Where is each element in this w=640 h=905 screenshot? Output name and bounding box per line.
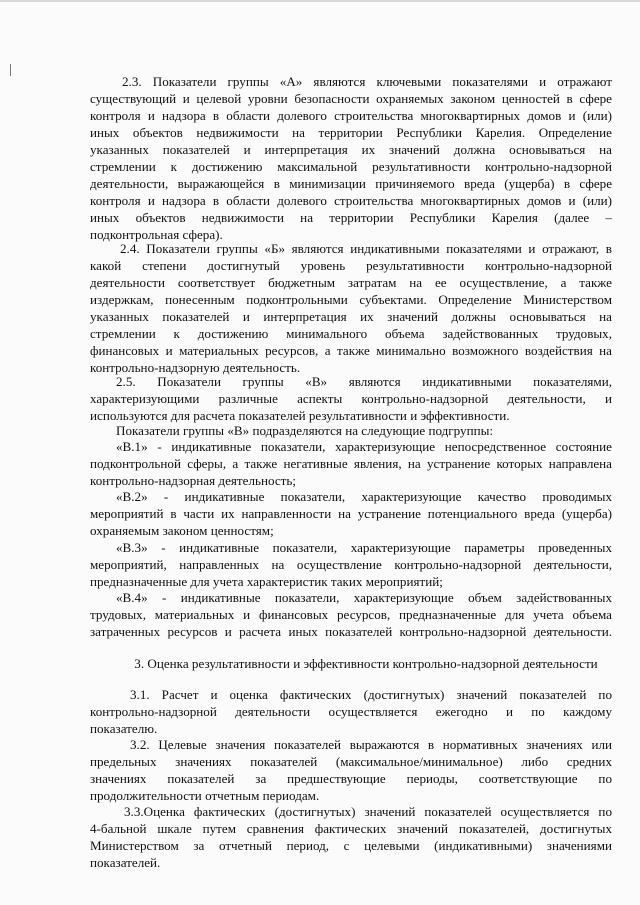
text-line: контрольно-надзорная деятельность; — [90, 473, 296, 488]
text-line: 3.2. Целевые значения показателей выражаются в нормативных значениях или — [130, 737, 612, 752]
text-line: деятельности, выражающейся в минимизации причиняемого вреда (ущерба) в сфере — [90, 176, 612, 191]
text-line: 4-бальной шкале путем сравнения фактических значений показателей, достигнутых — [90, 821, 612, 836]
text-line: значениях показателей за предшествующие периоды, соответствующие по — [90, 771, 612, 786]
text-line: контроля и надзора в области долевого строительства многоквартирных домов и (или) — [90, 108, 612, 123]
scan-edge — [0, 0, 640, 2]
text-line: подконтрольной сферы, а также негативные явления, на устранение которых направлена — [90, 456, 612, 471]
text-line: существующий и целевой уровни безопасности охраняемых законом ценностей в сфере — [90, 91, 612, 106]
text-line: иных объектов недвижимости на территории Республики Карелия (далее – — [90, 210, 612, 225]
text-line: контрольно-надзорную деятельность. — [90, 360, 301, 375]
text-line: «В.2» - индикативные показатели, характеризующие качество проводимых — [116, 489, 612, 504]
text-line: показателю. — [90, 721, 158, 736]
text-line: контроля и надзора в области долевого строительства многоквартирных домов и (или) — [90, 193, 612, 208]
text-line: охраняемым законом ценностям; — [90, 523, 274, 538]
text-line: показателей. — [90, 855, 161, 870]
text-line: стремлении к достижению минимального объема задействованных трудовых, — [90, 326, 612, 341]
margin-mark — [10, 64, 11, 76]
text-line: затраченных ресурсов и расчета иных показателей контрольно-надзорной деятельности. — [90, 624, 612, 639]
text-line: иных объектов недвижимости на территории Республики Карелия. Определение — [90, 125, 612, 140]
text-line: стремлении к достижению максимальной результативности контрольно-надзорной — [90, 159, 612, 174]
text-line: используются для расчета показателей результативности и эффективности. — [90, 408, 510, 423]
text-line: подконтрольная сфера). — [90, 227, 223, 242]
text-line: контрольно-надзорной деятельности осуществляется ежегодно и по каждому — [90, 704, 612, 719]
text-line: характеризующими различные аспекты контрольно-надзорной деятельности, и — [90, 391, 612, 406]
text-line: «В.4» - индикативные показатели, характеризующие объем задействованных — [116, 590, 612, 605]
text-line: предназначенные для учета характеристик таких мероприятий; — [90, 574, 443, 589]
text-line: мероприятий в части их направленности на устранение потенциального вреда (ущерба) — [90, 506, 612, 521]
text-line: финансовых и материальных ресурсов, а также минимально возможного воздействия на — [90, 343, 612, 358]
text-line: указанных показателей и интерпретация их значений должны основываться на — [90, 309, 612, 324]
text-line: 2.5. Показатели группы «В» являются индикативными показателями, — [116, 374, 612, 389]
text-line: Показатели группы «В» подразделяются на следующие подгруппы: — [116, 423, 494, 438]
text-line: трудовых, материальных и финансовых ресурсов, предназначенные для учета объема — [90, 607, 612, 622]
text-line: 3.3.Оценка фактических (достигнутых) значений показателей осуществляется по — [124, 804, 612, 819]
text-line: указанных показателей и интерпретация их значений должна основываться на — [90, 142, 612, 157]
text-line: «В.3» - индикативные показатели, характеризующие параметры проведенных — [116, 540, 612, 555]
text-line: продолжительности отчетным периодам. — [90, 788, 320, 803]
text-line: предельных значениях показателей (максимальное/минимальное) либо средних — [90, 754, 612, 769]
text-line: мероприятий, направленных на осуществление контрольно-надзорной деятельности, — [90, 557, 612, 572]
text-line: 3.1. Расчет и оценка фактических (достигнутых) значений показателей по — [130, 687, 612, 702]
text-line: Министерством за отчетный период, с целевыми (индикативными) значениями — [90, 838, 612, 853]
text-line: деятельности соответствует бюджетным затратам на ее осуществление, а также — [90, 275, 612, 290]
text-line: 2.3. Показатели группы «А» являются ключевыми показателями и отражают — [122, 74, 612, 89]
section-heading: 3. Оценка результативности и эффективности контрольно-надзорной деятельности — [134, 656, 598, 671]
text-line: издержкам, понесенным подконтрольными субъектами. Определение Министерством — [90, 292, 612, 307]
text-line: 2.4. Показатели группы «Б» являются индикативными показателями и отражают, в — [120, 241, 612, 256]
text-line: какой степени достигнутый уровень результативности контрольно-надзорной — [90, 258, 612, 273]
text-line: «В.1» - индикативные показатели, характеризующие непосредственное состояние — [116, 439, 612, 454]
